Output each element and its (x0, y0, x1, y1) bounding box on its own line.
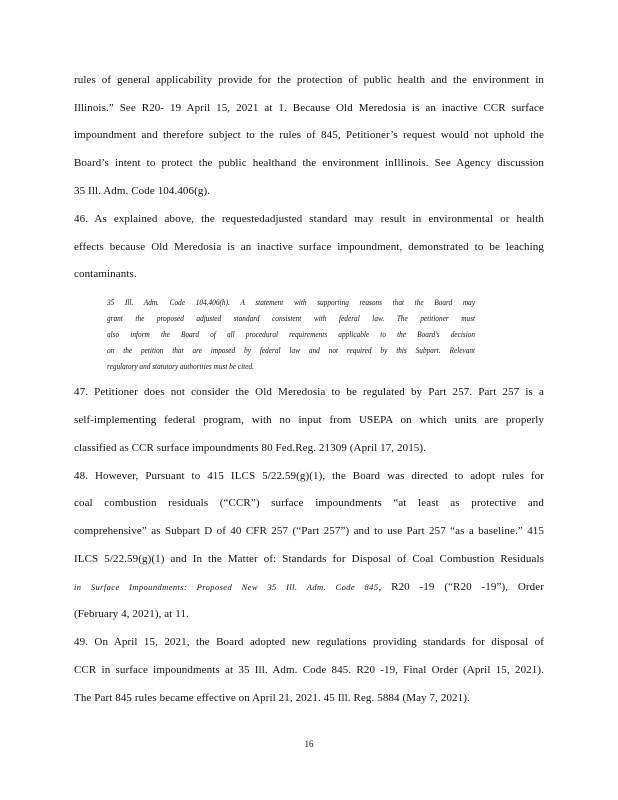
case-citation: , R20 -19 (“R20 -19”), Order (378, 581, 544, 593)
block-quote-line: also inform the Board of all procedural requirements applicable to the Board's decision (107, 329, 476, 339)
paragraph-48-line: 48. However, Pursuant to 415 ILCS 5/22.59(g)(1), the Board was directed to adopt rules for (74, 470, 544, 482)
paragraph-46-line: contaminants. (74, 268, 137, 280)
block-quote-line: on the petition that are imposed by federal law and not required by this Subpart. Relevant (107, 345, 476, 355)
paragraph-46-line: 46. As explained above, the requestedadjusted standard may result in environmental or health (74, 213, 544, 225)
paragraph-line: rules of general applicability provide for the protection of public health and the environment in (74, 74, 544, 86)
paragraph-48-line: coal combustion residuals (“CCR”) surface impoundments “at least as protective and (74, 497, 544, 509)
paragraph-line: Illinois.” See R20- 19 April 15, 2021 at 1. Because Old Meredosia is an inactive CCR surface (74, 102, 544, 114)
paragraph-48-line: comprehensive” as Subpart D of 40 CFR 257 (“Part 257”) and to use Part 257 “as a baseline.” 415 (74, 525, 544, 537)
paragraph-47-line: self-implementing federal program, with no input from USEPA on which units are properly (74, 414, 544, 426)
paragraph-49-line: 49. On April 15, 2021, the Board adopted new regulations providing standards for disposal of (74, 636, 544, 648)
paragraph-49-line: CCR in surface impoundments at 35 Ill. Adm. Code 845. R20 -19, Final Order (April 15, 2021). (74, 664, 544, 676)
paragraph-48-line (74, 580, 544, 594)
paragraph-line: 35 Ill. Adm. Code 104.406(g). (74, 185, 211, 197)
block-quote-line: grant the proposed adjusted standard consistent with federal law. The petitioner must (107, 313, 476, 323)
paragraph-46-line: effects because Old Meredosia is an inactive surface impoundment, demonstrated to be leaching (74, 241, 544, 253)
paragraph-47-line: classified as CCR surface impoundments 80 Fed.Reg. 21309 (April 17, 2015). (74, 442, 427, 454)
case-title-italic: in Surface Impoundments: Proposed New 35 Ill. Adm. Code 845 (74, 582, 379, 592)
paragraph-48-line: ILCS 5/22.59(g)(1) and In the Matter of: Standards for Disposal of Coal Combustion Residuals (74, 553, 544, 565)
block-quote-line: 35 Ill. Adm. Code 104.406(h). A statement with supporting reasons that the Board may (107, 297, 476, 307)
paragraph-48-line: (February 4, 2021), at 11. (74, 608, 189, 620)
paragraph-49-line: The Part 845 rules became effective on April 21, 2021. 45 Ill. Reg. 5884 (May 7, 2021). (74, 692, 470, 704)
page-number: 16 (304, 739, 314, 749)
paragraph-line: Board’s intent to protect the public healthand the environment inIllinois. See Agency discussion (74, 157, 544, 169)
paragraph-47-line: 47. Petitioner does not consider the Old Meredosia to be regulated by Part 257. Part 257 is a (74, 386, 544, 398)
paragraph-line: impoundment and therefore subject to the rules of 845, Petitioner’s request would not uphold the (74, 129, 544, 141)
block-quote-line: regulatory and statutory authorities must be cited. (107, 361, 254, 371)
